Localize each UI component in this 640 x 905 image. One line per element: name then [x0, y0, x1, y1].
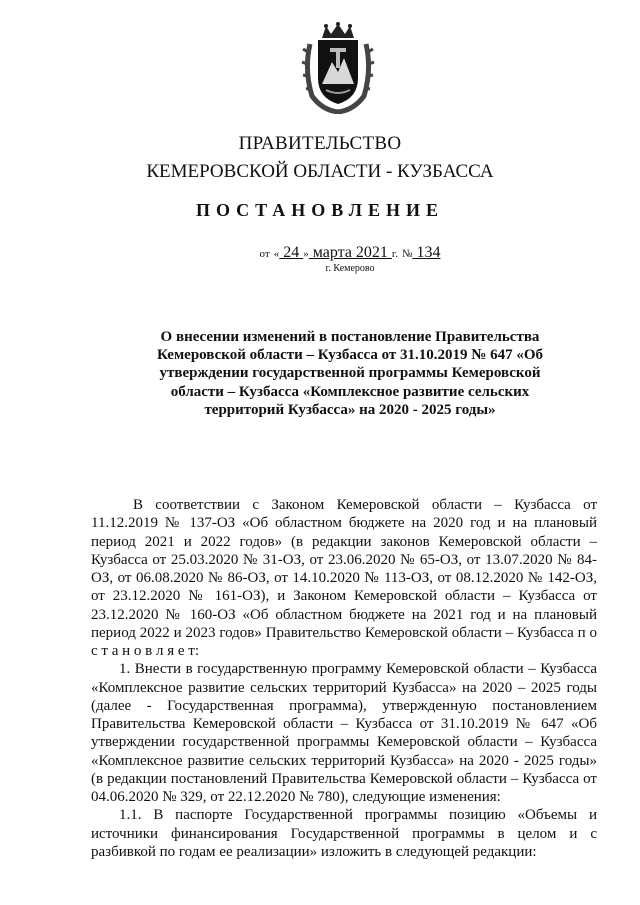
document-body [91, 496, 597, 861]
date-from-label: от [259, 248, 270, 260]
government-name-line2: КЕМЕРОВСКОЙ ОБЛАСТИ - КУЗБАССА [146, 161, 494, 182]
document-type-title: ПОСТАНОВЛЕНИЕ [195, 200, 445, 220]
document-number: 134 [412, 244, 441, 261]
government-name-line1: ПРАВИТЕЛЬСТВО [238, 133, 402, 154]
date-month-year: марта 2021 [308, 244, 392, 261]
coat-of-arms-icon [300, 22, 376, 114]
number-label: № [401, 248, 413, 260]
body-paragraph-item-1-1: 1.1. В паспорте Государственной программы позицию «Объемы и источники финансирования Государственной программы в целом и с разбивкой по годам ее реализации» изложить в следующей редакции: [91, 807, 597, 860]
date-open-quote: « [273, 248, 280, 260]
date-day: 24 [279, 244, 304, 261]
document-subject: О внесении изменений в постановление Правительства Кемеровской области – Кузбасса от 31.10.2019 № 647 «Об утверждении государственной программы Кемеровской области – Кузбасса «Комплексное развитие сельских территорий Кузбасса» на 2020 - 2025 годы» [157, 329, 543, 418]
body-paragraph-preamble: В соответствии с Законом Кемеровской области – Кузбасса от 11.12.2019 № 137-ОЗ «Об областном бюджете на 2020 год и на плановый период 2021 и 2022 годов» (в редакции законов Кемеровской области – Кузбасса от 25.03.2020 № 31-ОЗ, от 23.06.2020 № 65-ОЗ, от 13.07.2020 № 84-ОЗ, от 06.08.2020 № 86-ОЗ, от 14.10.2020 № 113-ОЗ, от 08.12.2020 № 142-ОЗ, от 23.12.2020 № 161-ОЗ), и Законом Кемеровской области – Кузбасса от 23.12.2020 № 160-ОЗ «Об областном бюджете на 2021 год и на плановый период 2022 и 2023 годов» Правительство Кемеровской области – Кузбасса п о с т а н о в л я е т: [91, 497, 597, 659]
body-paragraph-item-1: 1. Внести в государственную программу Кемеровской области – Кузбасса «Комплексное развитие сельских территорий Кузбасса» на 2020 – 2025 годы (далее - Государственная программа), утвержденную постановлением Правительства Кемеровской области – Кузбасса от 31.10.2019 № 647 «Об утверждении государственной программы Кемеровской области – Кузбасса «Комплексное развитие сельских территорий Кузбасса» на 2020 - 2025 годы» (в редакции постановлений Правительства Кемеровской области – Кузбасса от 04.06.2020 № 329, от 22.12.2020 № 780), следующие изменения: [91, 661, 597, 805]
date-close-quote: » [303, 248, 309, 260]
document-dateline [0, 244, 640, 262]
date-year-suffix: г. [391, 248, 398, 260]
document-city: г. Кемерово [325, 263, 375, 274]
